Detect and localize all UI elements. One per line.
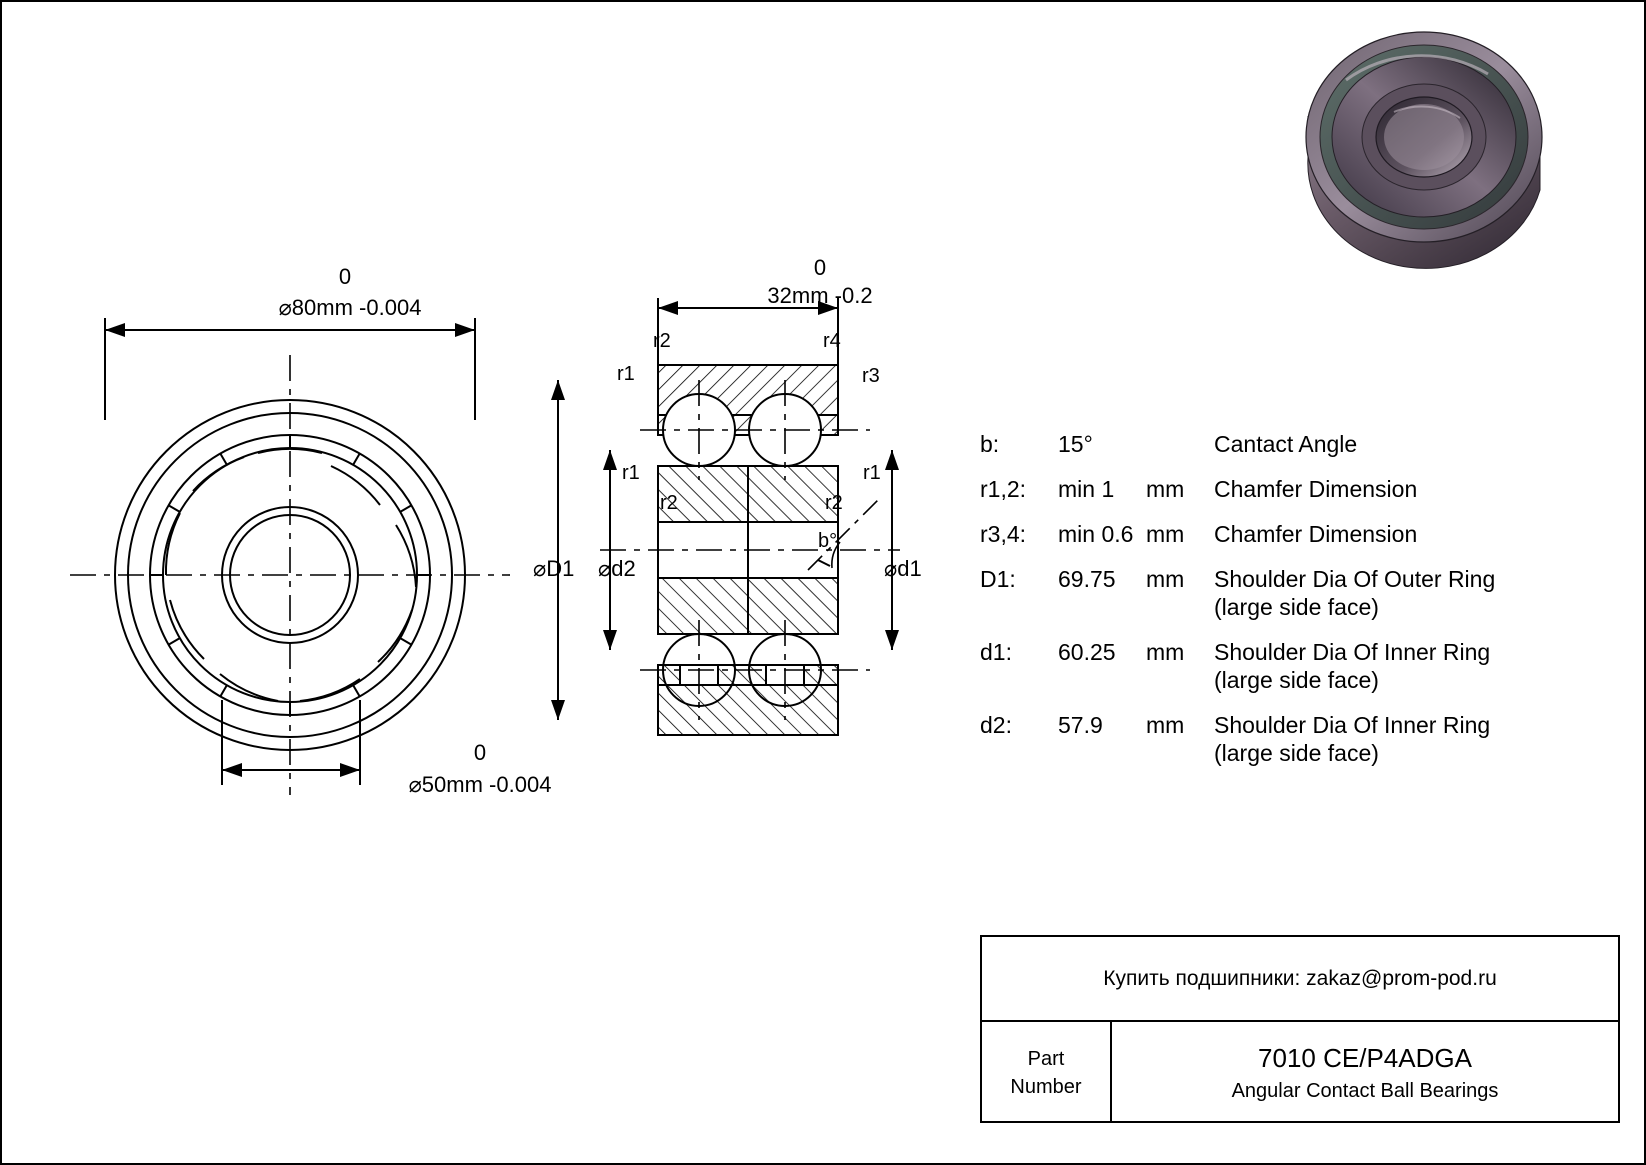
spec-description [1214, 520, 1580, 548]
spec-value: 69.75 [1058, 566, 1116, 593]
spec-unit: mm [1146, 639, 1185, 666]
part-description: Angular Contact Ball Bearings [1231, 1079, 1499, 1102]
bore-diameter-dimension: ⌀50mm -0.004 [408, 772, 552, 797]
section-view [540, 270, 960, 830]
label-r3-right-upper: r3 [862, 365, 880, 387]
outer-dim-tolerance: 0 [338, 264, 352, 289]
spec-row [980, 711, 1580, 767]
spec-row [980, 565, 1580, 621]
label-contact-angle: b° [818, 530, 838, 552]
label-r2-top-left: r2 [653, 330, 671, 352]
label-d1: ⌀d1 [884, 556, 922, 581]
part-label-line2: Number [1010, 1075, 1082, 1098]
part-number-value: 7010 CE/P4ADGA [1258, 1042, 1472, 1073]
title-block [980, 935, 1620, 1123]
bearing-3d-render [1290, 20, 1590, 280]
spec-value: min 0.6 [1058, 521, 1134, 548]
spec-description-sub: (large side face) [1214, 667, 1379, 694]
spec-unit: mm [1146, 521, 1185, 548]
label-r2-right-mid: r2 [825, 492, 843, 514]
bore-dim-tolerance: 0 [473, 740, 487, 765]
spec-description-main: Chamfer Dimension [1214, 476, 1418, 503]
spec-symbol: D1: [980, 566, 1016, 593]
label-r4-top-right: r4 [823, 330, 841, 352]
spec-unit: mm [1146, 476, 1185, 503]
spec-row [980, 638, 1580, 694]
spec-description-sub: (large side face) [1214, 594, 1379, 621]
spec-description-main: Shoulder Dia Of Inner Ring [1214, 639, 1491, 666]
part-number-label [982, 1022, 1112, 1123]
spec-description [1214, 430, 1580, 458]
spec-value: 60.25 [1058, 639, 1116, 666]
specification-list [980, 430, 1580, 784]
spec-description [1214, 475, 1580, 503]
label-r1-right-mid: r1 [863, 462, 881, 484]
spec-description-sub: (large side face) [1214, 740, 1379, 767]
spec-description [1214, 711, 1580, 767]
spec-unit: mm [1146, 566, 1185, 593]
spec-symbol: d1: [980, 639, 1012, 666]
spec-symbol: d2: [980, 712, 1012, 739]
spec-description-main: Chamfer Dimension [1214, 521, 1418, 548]
spec-symbol: b: [980, 431, 1000, 457]
spec-description-main: Shoulder Dia Of Outer Ring [1214, 566, 1496, 593]
spec-value: 57.9 [1058, 712, 1103, 739]
width-dim-tolerance: 0 [813, 255, 827, 280]
contact-line: Купить подшипники: zakaz@prom-pod.ru [982, 937, 1618, 1022]
spec-value: 15° [1058, 431, 1093, 457]
label-r1-left-upper: r1 [617, 363, 635, 385]
spec-row [980, 520, 1580, 548]
spec-description [1214, 565, 1580, 621]
spec-value: min 1 [1058, 476, 1115, 503]
spec-symbol: r3,4: [980, 521, 1027, 548]
label-d2: ⌀d2 [598, 556, 636, 581]
label-r1-left-mid: r1 [622, 462, 640, 484]
spec-description-main: Cantact Angle [1214, 431, 1358, 457]
spec-description [1214, 638, 1580, 694]
spec-symbol: r1,2: [980, 476, 1027, 503]
spec-row [980, 430, 1580, 458]
spec-unit: mm [1146, 712, 1185, 739]
width-dimension: 32mm -0.2 [767, 283, 873, 308]
label-D1: ⌀D1 [533, 556, 575, 581]
spec-row [980, 475, 1580, 503]
part-info [1112, 1022, 1618, 1123]
label-r2-left-mid: r2 [660, 492, 678, 514]
spec-description-main: Shoulder Dia Of Inner Ring [1214, 712, 1491, 739]
part-label-line1: Part [1027, 1047, 1065, 1070]
outer-diameter-dimension: ⌀80mm -0.004 [278, 295, 422, 320]
